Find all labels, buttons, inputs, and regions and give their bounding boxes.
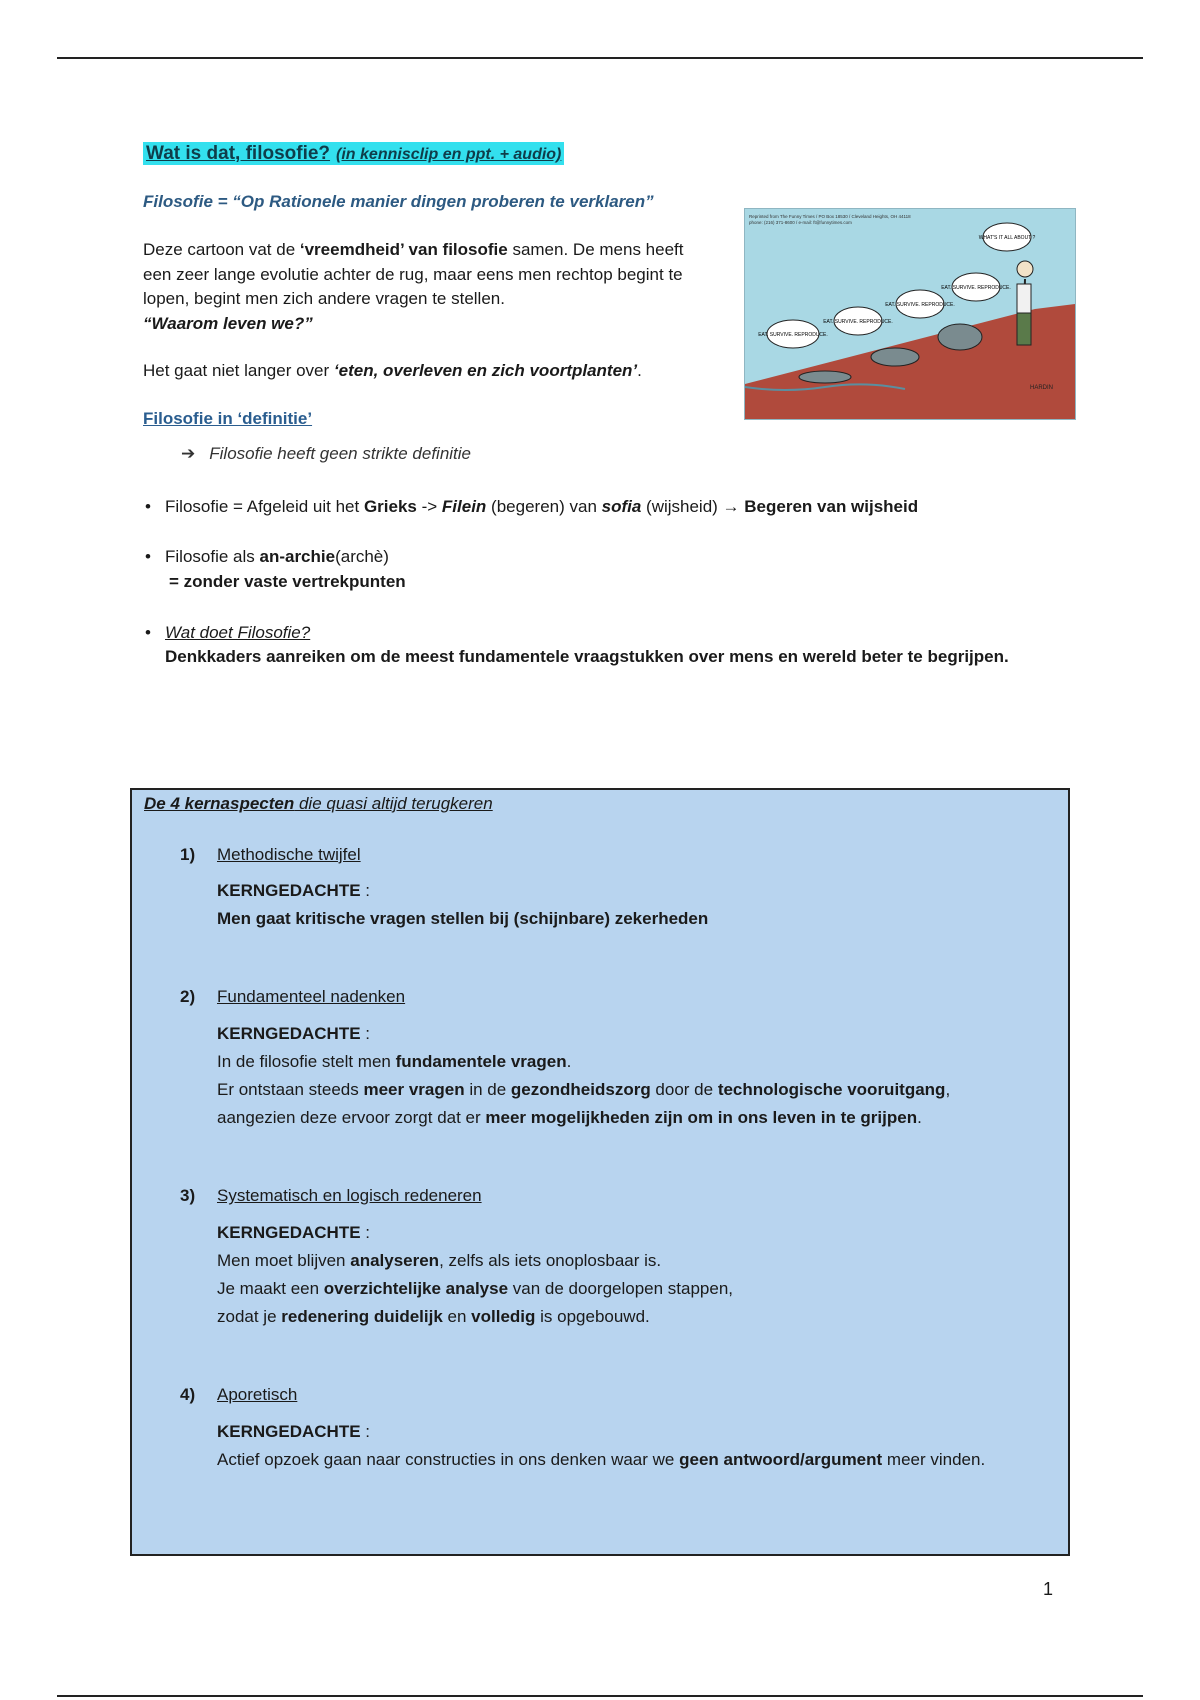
aspect-1: 1) Methodische twijfel KERNGEDACHTE : Men gaat kritische vragen stellen bij (schijnbare) zekerheden <box>180 844 709 929</box>
bottom-rule <box>57 1695 1143 1697</box>
bubble-2: EAT. SURVIVE. REPRODUCE. <box>823 319 893 325</box>
cartoon-credit-2: phone: (216) 371-8600 / e-mail: ft@funnytimes.com <box>749 220 852 225</box>
aspect-2: 2) Fundamenteel nadenken KERNGEDACHTE : In de filosofie stelt men fundamentele vragen. Er ontstaan steeds meer vragen in de gezondheidszorg door de technologische vooruitgang, aangezien deze ervoor zorgt dat er meer mogelijkheden zijn om in ons leven in te grijpen. <box>180 987 951 1128</box>
definition-heading: Filosofie in ‘definitie’ <box>143 409 313 429</box>
page-number: 1 <box>1043 1579 1054 1599</box>
kernaspecten-box <box>130 788 1070 1556</box>
bubble-top: WHAT'S IT ALL ABOUT ? <box>978 235 1036 241</box>
list-item-what-does-philosophy: • Wat doet Filosofie? Denkkaders aanreiken om de meest fundamentele vraagstukken over mens en wereld beter te begrijpen. <box>143 621 1073 670</box>
cartoon-signature: HARDIN <box>1030 385 1054 391</box>
page-content <box>143 140 1073 696</box>
aspect-4: 4) Aporetisch KERNGEDACHTE : Actief opzoek gaan naar constructies in ons denken waar we geen antwoord/argument meer vinden. <box>180 1385 986 1469</box>
intro-paragraph-2: Het gaat niet langer over ‘eten, overleven en zich voortplanten’. <box>143 360 642 380</box>
aspect-3: 3) Systematisch en logisch redeneren KERNGEDACHTE : Men moet blijven analyseren, zelfs als iets onoplosbaar is. Je maakt een overzichtelijke analyse van de doorgelopen stappen, zodat je redenering duidelijk en volledig is opgebouwd. <box>180 1186 734 1326</box>
top-rule <box>57 57 1143 59</box>
arrow-icon: ➔ <box>181 444 196 464</box>
title-highlight: Wat is dat, filosofie? (in kennisclip en ppt. + audio) <box>143 142 564 165</box>
bubble-3: EAT. SURVIVE. REPRODUCE. <box>885 302 955 308</box>
list-item-anarchie: • Filosofie als an-archie(archè) = zonder vaste vertrekpunten <box>143 545 1073 594</box>
bubble-4: EAT. SURVIVE. REPRODUCE. <box>941 285 1011 291</box>
definition-bullet-list <box>143 495 1073 670</box>
evolution-cartoon-image <box>744 208 1076 420</box>
box-heading: De 4 kernaspecten die quasi altijd terugkeren <box>144 794 493 813</box>
cartoon-credit: Reprinted from The Funny Times / PO Box 18530 / Cleveland Heights, OH 44118 <box>749 214 911 219</box>
definition-arrow-line: ➔ Filosofie heeft geen strikte definitie <box>181 444 472 464</box>
document-title <box>143 140 1073 168</box>
list-item-greek-origin: • Filosofie = Afgeleid uit het Grieks -> Filein (begeren) van sofia (wijsheid) → Begeren van wijsheid <box>143 495 1073 520</box>
intro-paragraph-1: Deze cartoon vat de ‘vreemdheid’ van filosofie samen. De mens heeft een zeer lange evolutie achter de rug, maar eens men rechtop begint te lopen, begint men zich andere vragen te stellen. “Waarom leven we?” <box>143 240 684 334</box>
definition-quote: Filosofie = “Op Rationele manier dingen proberen te verklaren” <box>143 191 654 211</box>
intro-text <box>143 238 713 383</box>
bubble-1: EAT. SURVIVE. REPRODUCE. <box>758 332 828 338</box>
